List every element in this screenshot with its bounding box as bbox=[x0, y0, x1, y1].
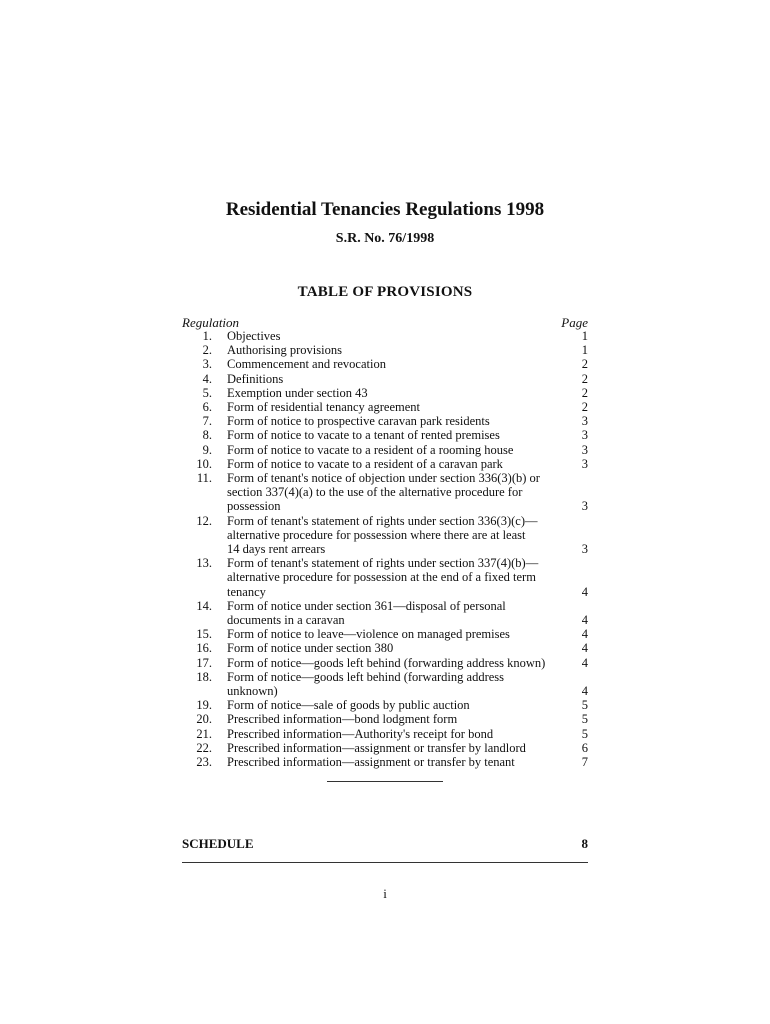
footer-rule bbox=[182, 862, 588, 863]
toc-entry-title: Form of residential tenancy agreement bbox=[227, 400, 420, 415]
toc-entry-number: 2. bbox=[202, 343, 212, 358]
page-number: i bbox=[383, 886, 387, 901]
toc-entry-title: Authorising provisions bbox=[227, 343, 342, 358]
toc-entry-title: Form of notice to prospective caravan park residents bbox=[227, 414, 490, 429]
toc-entry bbox=[182, 656, 588, 670]
toc-entry-number: 5. bbox=[202, 385, 212, 400]
toc-entry-page: 2 bbox=[581, 400, 588, 415]
toc-entry-number: 4. bbox=[202, 371, 212, 386]
toc-entry-page: 4 bbox=[581, 613, 588, 628]
toc-entry bbox=[182, 727, 588, 741]
toc-entry-title: Prescribed information—bond lodgment form bbox=[227, 712, 458, 727]
toc-entry-number: 20. bbox=[196, 712, 212, 727]
toc-entry-number: 8. bbox=[202, 428, 212, 443]
toc-entry-page: 5 bbox=[581, 698, 588, 713]
toc-entry-title: Objectives bbox=[227, 329, 281, 343]
toc-entry-title: Prescribed information—assignment or transfer by landlord bbox=[227, 740, 526, 755]
toc-entry-page: 5 bbox=[581, 712, 588, 727]
toc-entry bbox=[182, 755, 588, 769]
toc-entry-page: 4 bbox=[581, 655, 588, 670]
toc-entry bbox=[182, 741, 588, 755]
toc-entry-page: 4 bbox=[581, 627, 588, 642]
toc-entry-title: Prescribed information—assignment or transfer by tenant bbox=[227, 755, 515, 770]
toc-entry-number: 7. bbox=[202, 414, 212, 429]
toc-entry-page: 3 bbox=[581, 542, 588, 557]
toc-entry-title: Form of notice to vacate to a resident of a rooming house bbox=[227, 442, 514, 457]
toc-entry bbox=[182, 457, 588, 471]
toc-entry-page: 4 bbox=[581, 641, 588, 656]
toc-entry bbox=[182, 329, 588, 343]
toc-entry-number: 15. bbox=[196, 627, 212, 642]
toc-entry bbox=[182, 670, 588, 698]
toc-entry-title: Form of notice—goods left behind (forwarding address unknown) bbox=[227, 669, 505, 699]
regulation-column-label: Regulation bbox=[182, 315, 240, 330]
toc-entry bbox=[182, 641, 588, 655]
toc-entry bbox=[182, 698, 588, 712]
toc-entry bbox=[182, 556, 588, 599]
toc-entry-title: Form of notice to vacate to a resident of a caravan park bbox=[227, 456, 503, 471]
toc-entry-title: Form of notice—sale of goods by public auction bbox=[227, 698, 470, 713]
toc-entry bbox=[182, 599, 588, 627]
toc-entry-number: 13. bbox=[196, 556, 212, 571]
toc-entry bbox=[182, 712, 588, 726]
toc-entry-title: Form of tenant's statement of rights under section 336(3)(c)— alternative procedure for possession where there are at least 14 days rent arrears bbox=[227, 513, 538, 557]
toc-heading: TABLE OF PROVISIONS bbox=[297, 284, 473, 300]
toc-entry-title: Form of tenant's statement of rights under section 337(4)(b)— alternative procedure for possession at the end of a fixed term tenancy bbox=[227, 556, 539, 599]
toc-entry-title: Exemption under section 43 bbox=[227, 385, 368, 400]
toc-entry-page: 5 bbox=[581, 726, 588, 741]
toc-entry-number: 21. bbox=[196, 726, 212, 741]
toc-entry-number: 9. bbox=[202, 442, 212, 457]
toc-entry-page: 2 bbox=[581, 357, 588, 372]
toc-entry-title: Form of tenant's notice of objection under section 336(3)(b) or section 337(4)(a) to the use of the alternative procedure for possession bbox=[227, 471, 540, 514]
toc-entry-page: 1 bbox=[581, 343, 588, 358]
toc-entry-page: 1 bbox=[581, 329, 588, 343]
schedule-label: SCHEDULE bbox=[182, 836, 254, 851]
toc-entry bbox=[182, 414, 588, 428]
toc-entry-page: 3 bbox=[581, 428, 588, 443]
toc-entry bbox=[182, 357, 588, 371]
toc-entry-number: 16. bbox=[196, 641, 212, 656]
toc-entry bbox=[182, 372, 588, 386]
toc-entry bbox=[182, 443, 588, 457]
document-title: Residential Tenancies Regulations 1998 bbox=[225, 199, 545, 220]
toc-entry-number: 14. bbox=[196, 598, 212, 613]
toc-entry-number: 19. bbox=[196, 698, 212, 713]
toc-entry-number: 23. bbox=[196, 755, 212, 770]
table-of-provisions bbox=[182, 329, 588, 769]
toc-entry-number: 11. bbox=[196, 471, 212, 486]
schedule-entry bbox=[182, 836, 588, 852]
schedule-page: 8 bbox=[581, 836, 588, 851]
toc-entry bbox=[182, 400, 588, 414]
toc-entry-title: Form of notice under section 361—disposal of personal documents in a caravan bbox=[227, 598, 506, 628]
toc-entry-page: 7 bbox=[581, 755, 588, 770]
toc-entry-number: 17. bbox=[196, 655, 212, 670]
toc-entry-page: 2 bbox=[581, 385, 588, 400]
toc-entry-page: 3 bbox=[581, 414, 588, 429]
toc-entry-number: 12. bbox=[196, 513, 212, 528]
toc-entry-page: 3 bbox=[581, 499, 588, 514]
toc-entry bbox=[182, 514, 588, 557]
toc-entry-title: Form of notice under section 380 bbox=[227, 641, 394, 656]
toc-entry bbox=[182, 471, 588, 514]
toc-entry-number: 6. bbox=[202, 400, 212, 415]
statutory-rule-number: S.R. No. 76/1998 bbox=[335, 231, 435, 246]
toc-entry-title: Form of notice to leave—violence on managed premises bbox=[227, 627, 510, 642]
toc-entry-number: 22. bbox=[196, 740, 212, 755]
toc-entry bbox=[182, 386, 588, 400]
toc-entry-page: 4 bbox=[581, 584, 588, 599]
toc-entry-page: 6 bbox=[581, 740, 588, 755]
toc-entry bbox=[182, 627, 588, 641]
toc-entry-number: 18. bbox=[196, 669, 212, 684]
toc-entry-number: 1. bbox=[202, 329, 212, 343]
toc-entry-title: Definitions bbox=[227, 371, 284, 386]
toc-entry-title: Form of notice—goods left behind (forwarding address known) bbox=[227, 655, 546, 670]
page-column-label: Page bbox=[561, 315, 588, 330]
toc-entry-number: 3. bbox=[202, 357, 212, 372]
toc-entry-page: 3 bbox=[581, 442, 588, 457]
toc-entry-page: 3 bbox=[581, 456, 588, 471]
section-divider bbox=[327, 781, 443, 782]
toc-entry-title: Commencement and revocation bbox=[227, 357, 386, 372]
toc-entry-page: 4 bbox=[581, 684, 588, 699]
toc-entry-title: Form of notice to vacate to a tenant of rented premises bbox=[227, 428, 500, 443]
toc-entry bbox=[182, 343, 588, 357]
toc-entry bbox=[182, 428, 588, 442]
toc-entry-number: 10. bbox=[196, 456, 212, 471]
toc-entry-page: 2 bbox=[581, 371, 588, 386]
toc-entry-title: Prescribed information—Authority's receipt for bond bbox=[227, 726, 494, 741]
